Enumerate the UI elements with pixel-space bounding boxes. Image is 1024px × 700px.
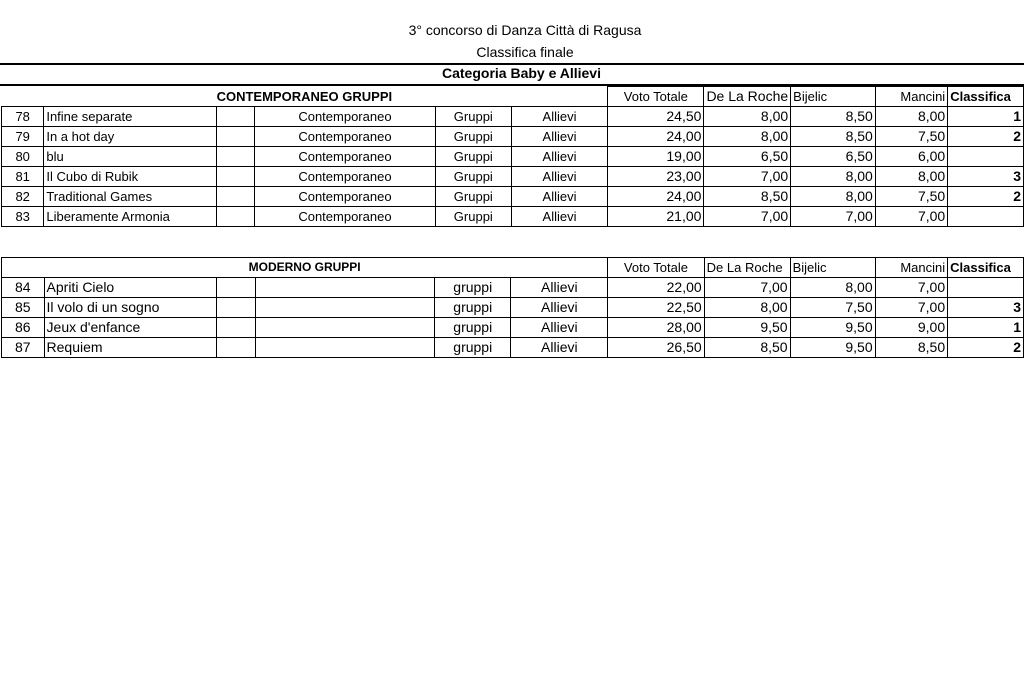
entry-category: Allievi (511, 167, 607, 187)
score-judge1: 8,50 (704, 187, 791, 207)
entry-name: blu (44, 147, 217, 167)
entry-style: Contemporaneo (255, 167, 436, 187)
entry-type: Gruppi (435, 187, 511, 207)
document-subtitle: Classifica finale (476, 44, 574, 60)
entry-number: 85 (2, 298, 45, 318)
score-judge2: 8,50 (791, 107, 876, 127)
entry-style (255, 278, 434, 298)
score-judge2: 8,00 (790, 278, 875, 298)
col-header-judge3: Mancini (875, 258, 948, 278)
entry-total: 24,00 (608, 127, 704, 147)
score-judge3: 8,50 (875, 338, 948, 358)
score-judge2: 6,50 (791, 147, 876, 167)
col-header-judge2: Bijelic (791, 87, 876, 107)
entry-name: Liberamente Armonia (44, 207, 217, 227)
entry-name: Requiem (44, 338, 217, 358)
score-judge3: 9,00 (875, 318, 948, 338)
score-judge1: 7,00 (704, 207, 791, 227)
entry-total: 22,50 (608, 298, 704, 318)
score-judge3: 7,50 (875, 187, 947, 207)
table-row (2, 127, 1024, 147)
empty-cell (217, 298, 255, 318)
category-heading: Categoria Baby e Allievi (442, 65, 601, 81)
entry-type: Gruppi (435, 107, 511, 127)
entry-number: 86 (2, 318, 45, 338)
entry-category: Allievi (511, 207, 607, 227)
score-judge3: 7,50 (875, 127, 947, 147)
entry-total: 19,00 (608, 147, 704, 167)
entry-style (255, 298, 434, 318)
table-row (2, 298, 1024, 318)
table-row (2, 187, 1024, 207)
entry-category: Allievi (511, 147, 607, 167)
entry-name: In a hot day (44, 127, 217, 147)
entry-category: Allievi (511, 107, 607, 127)
entry-total: 22,00 (608, 278, 704, 298)
empty-cell (217, 147, 255, 167)
entry-total: 24,00 (608, 187, 704, 207)
entry-style: Contemporaneo (255, 187, 436, 207)
entry-style: Contemporaneo (255, 207, 436, 227)
section-title: MODERNO GRUPPI (2, 258, 608, 278)
score-judge2: 8,50 (791, 127, 876, 147)
entry-rank: 3 (948, 298, 1024, 318)
entry-total: 24,50 (608, 107, 704, 127)
score-judge1: 8,50 (704, 338, 790, 358)
entry-rank (948, 147, 1024, 167)
entry-rank: 2 (948, 187, 1024, 207)
table-row (2, 278, 1024, 298)
entry-rank (948, 207, 1024, 227)
entry-type: Gruppi (435, 127, 511, 147)
empty-cell (217, 107, 255, 127)
table-row (2, 167, 1024, 187)
score-judge3: 6,00 (875, 147, 947, 167)
col-header-judge1: De La Roche (704, 87, 791, 107)
entry-number: 78 (2, 107, 44, 127)
entry-number: 81 (2, 167, 44, 187)
entry-type: Gruppi (435, 167, 511, 187)
score-judge2: 8,00 (791, 187, 876, 207)
entry-style: Contemporaneo (255, 127, 436, 147)
col-header-judge1: De La Roche (704, 258, 790, 278)
entry-rank: 3 (948, 167, 1024, 187)
entry-type: gruppi (435, 338, 511, 358)
empty-cell (217, 127, 255, 147)
score-judge1: 7,00 (704, 278, 790, 298)
entry-style: Contemporaneo (255, 147, 436, 167)
entry-style: Contemporaneo (255, 107, 436, 127)
document-title: 3° concorso di Danza Città di Ragusa (408, 22, 642, 38)
entry-name: Il Cubo di Rubik (44, 167, 217, 187)
entry-total: 26,50 (608, 338, 704, 358)
empty-cell (217, 318, 255, 338)
entry-name: Traditional Games (44, 187, 217, 207)
score-judge1: 7,00 (704, 167, 791, 187)
score-judge2: 8,00 (791, 167, 876, 187)
entry-category: Allievi (511, 298, 608, 318)
entry-name: Il volo di un sogno (44, 298, 217, 318)
col-header-voto: Voto Totale (608, 87, 704, 107)
contemporaneo-table (1, 86, 1024, 227)
entry-rank: 2 (948, 127, 1024, 147)
entry-number: 84 (2, 278, 45, 298)
entry-total: 21,00 (608, 207, 704, 227)
entry-type: gruppi (435, 318, 511, 338)
score-judge2: 7,00 (791, 207, 876, 227)
entry-rank (948, 278, 1024, 298)
score-judge3: 8,00 (875, 107, 947, 127)
score-judge2: 7,50 (790, 298, 875, 318)
entry-type: gruppi (435, 278, 511, 298)
entry-number: 83 (2, 207, 44, 227)
entry-rank: 1 (948, 107, 1024, 127)
score-judge2: 9,50 (790, 318, 875, 338)
entry-number: 87 (2, 338, 45, 358)
col-header-rank: Classifica (948, 258, 1024, 278)
entry-number: 82 (2, 187, 44, 207)
table-row (2, 107, 1024, 127)
entry-style (255, 318, 434, 338)
entry-type: Gruppi (435, 147, 511, 167)
moderno-table (1, 257, 1024, 358)
col-header-judge3: Mancini (875, 87, 947, 107)
entry-total: 28,00 (608, 318, 704, 338)
entry-category: Allievi (511, 338, 608, 358)
entry-rank: 2 (948, 338, 1024, 358)
score-judge3: 7,00 (875, 207, 947, 227)
table-row (2, 207, 1024, 227)
col-header-rank: Classifica (948, 87, 1024, 107)
score-judge3: 7,00 (875, 298, 948, 318)
table-row (2, 338, 1024, 358)
table-row (2, 318, 1024, 338)
section-header-row (2, 87, 1024, 107)
col-header-voto: Voto Totale (608, 258, 704, 278)
entry-name: Infine separate (44, 107, 217, 127)
score-judge1: 6,50 (704, 147, 791, 167)
entry-number: 79 (2, 127, 44, 147)
section-header-row (2, 258, 1024, 278)
score-judge3: 8,00 (875, 167, 947, 187)
score-judge2: 9,50 (790, 338, 875, 358)
entry-category: Allievi (511, 127, 607, 147)
empty-cell (217, 187, 255, 207)
score-judge1: 8,00 (704, 107, 791, 127)
entry-total: 23,00 (608, 167, 704, 187)
entry-type: Gruppi (435, 207, 511, 227)
empty-cell (217, 207, 255, 227)
score-judge1: 8,00 (704, 298, 790, 318)
score-judge1: 9,50 (704, 318, 790, 338)
section-title: CONTEMPORANEO GRUPPI (2, 87, 608, 107)
entry-number: 80 (2, 147, 44, 167)
empty-cell (217, 338, 255, 358)
empty-cell (217, 167, 255, 187)
entry-name: Apriti Cielo (44, 278, 217, 298)
entry-type: gruppi (435, 298, 511, 318)
score-judge1: 8,00 (704, 127, 791, 147)
col-header-judge2: Bijelic (790, 258, 875, 278)
entry-style (255, 338, 434, 358)
score-judge3: 7,00 (875, 278, 948, 298)
empty-cell (217, 278, 255, 298)
entry-name: Jeux d'enfance (44, 318, 217, 338)
entry-rank: 1 (948, 318, 1024, 338)
table-row (2, 147, 1024, 167)
entry-category: Allievi (511, 187, 607, 207)
entry-category: Allievi (511, 318, 608, 338)
entry-category: Allievi (511, 278, 608, 298)
